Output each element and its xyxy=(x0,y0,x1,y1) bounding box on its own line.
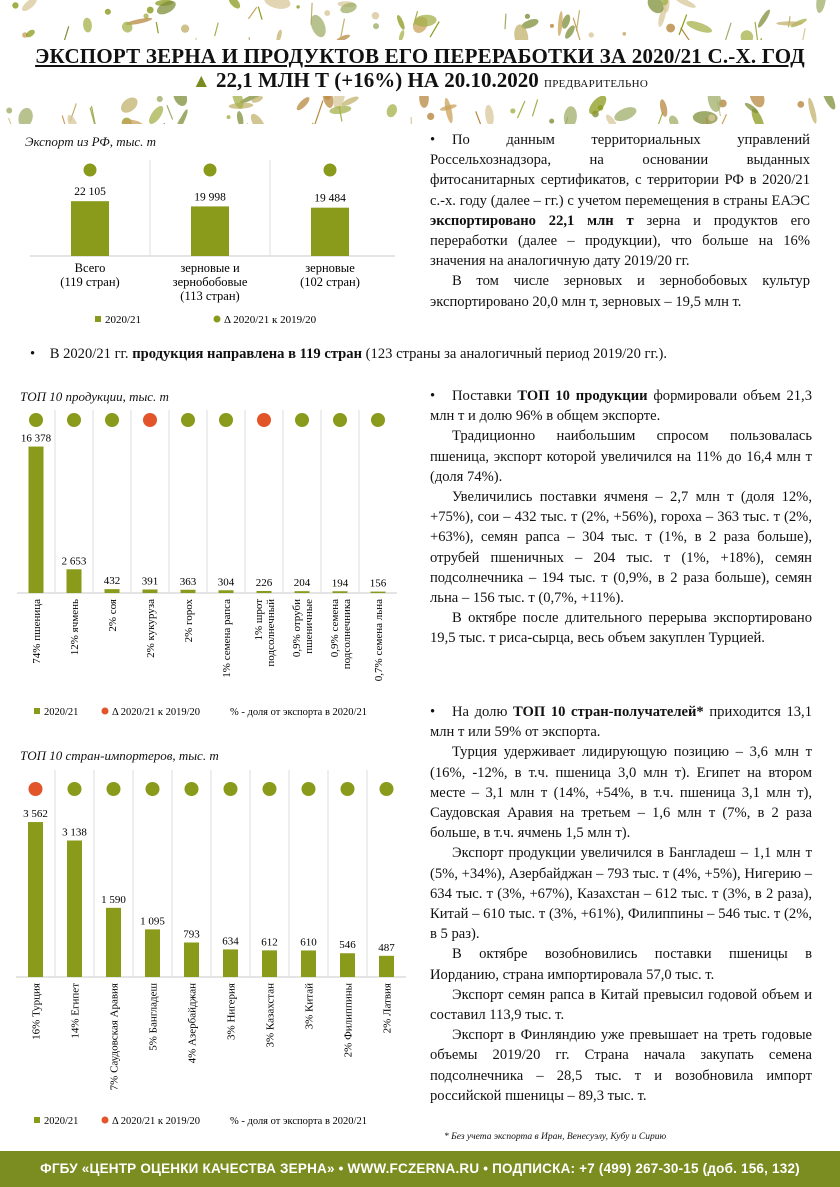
category-label: пшеничные xyxy=(303,599,315,654)
category-label: 2% горох xyxy=(183,599,195,643)
stem-decoration xyxy=(341,19,345,39)
stem-decoration xyxy=(215,23,219,36)
legend-note: % - доля от экспорта в 2020/21 xyxy=(230,707,367,718)
seed-decoration xyxy=(525,14,530,19)
text-block-3: • На долю ТОП 10 стран-получателей* приходится 13,1 млн т или 59% от экспорта. Турция удерживает лидирующую позицию – 3,6 млн т (16%, -12%, в т.ч. пшеница 3,0 млн т). Египет на втором месте – 3,1 млн т (14%, +54%, в т.ч. пшеница 3,1 млн т), Саудовская Аравия на третьем – 1,6 млн т (7%, в 2 раза больше, в т.ч. ячмень 1,5 млн т). Экспорт продукции увеличился в Бангладеш – 1,1 млн т (5%, +34%), Азербайджан – 793 тыс. т (4%, +5%), Нигерию – 634 тыс. т (3%, +67%), Казахстан – 612 тыс. т (3%, в 2 раза), Китай – 610 тыс. т (3%, +61%), Филиппины – 546 тыс. т (2%, в 5 раз). В октябре возобновились поставки пшеницы в Иорданию, страна импортировала 57,0 тыс. т. Экспорт семян рапса в Китай превысил годовой объем и составил 113,9 тыс. т. Экспорт в Финляндию уже превышает на треть годовые объемы 2019/20 гг. Страна начала закупать семена подсолнечника – 28,5 тыс. т и возобновила импорт российской пшеницы – 89,3 тыс. т. xyxy=(430,704,813,1104)
seed-decoration xyxy=(227,115,231,119)
legend-note: % - доля от экспорта в 2020/21 xyxy=(230,1116,367,1127)
seed-decoration xyxy=(589,32,594,37)
headline-value: 22,1 МЛН Т (+16%) НА 20.10.2020 xyxy=(215,68,539,92)
seed-decoration xyxy=(797,101,804,108)
category-label: 2% кукуруза xyxy=(145,599,157,658)
legend-bar-label: 2020/21 xyxy=(105,314,142,326)
stem-decoration xyxy=(517,101,524,118)
delta-dot xyxy=(181,413,195,427)
leaf-decoration xyxy=(398,30,406,40)
stem-decoration xyxy=(476,111,484,124)
bar-value-label: 156 xyxy=(369,577,387,590)
bar xyxy=(295,591,310,593)
category-label: 74% пшеница xyxy=(31,599,43,664)
bar xyxy=(29,447,44,593)
delta-dot xyxy=(295,413,309,427)
countries-line: • В 2020/21 гг. продукция направлена в 119 стран (123 страны за аналогичный период 2019/20 гг.). xyxy=(30,346,668,362)
delta-dot xyxy=(302,782,316,796)
seed-decoration xyxy=(296,5,299,8)
page-title: ЭКСПОРТ ЗЕРНА И ПРОДУКТОВ ЕГО ПЕРЕРАБОТКИ ЗА 2020/21 С.-Х. ГОД xyxy=(35,44,805,68)
seed-decoration xyxy=(147,7,154,14)
top-decorative-band xyxy=(0,0,840,40)
bar xyxy=(262,950,277,977)
stem-decoration xyxy=(315,100,323,123)
category-label: 1% семена рапса xyxy=(221,599,233,678)
bullet-icon: • xyxy=(30,346,36,362)
category-label: зерновые и xyxy=(180,261,240,275)
seed-decoration xyxy=(622,32,626,36)
leaf-decoration xyxy=(16,106,34,124)
bar xyxy=(257,591,272,593)
leaf-decoration xyxy=(321,96,335,109)
text-block-1: • По данным территориальных управлений Россельхознадзора, на основании выданных фитосанитарных сертификатов, с территории РФ в 2020/21 с.-х. году (далее – гг.) с учетом перемещения в страны ЕАЭС экспортировано 22,1 млн т зерна и продуктов его переработки (далее – продукции), что больше на 16% значения на аналогичную дату 2019/20 гг. В том числе зерновых и зернобобовых культур экспортировано 20,0 млн т, зерновых – 19,5 млн т. xyxy=(430,132,810,310)
delta-dot xyxy=(84,164,97,177)
leaf-decoration xyxy=(563,106,578,124)
footnote: * Без учета экспорта в Иран, Венесуэлу, Кубу и Сирию xyxy=(444,1132,667,1142)
category-label: 0,9% семена xyxy=(329,599,341,658)
delta-dot xyxy=(68,782,82,796)
seed-decoration xyxy=(373,23,379,29)
chart2-title: ТОП 10 продукции, тыс. т xyxy=(20,389,169,404)
category-label: 3% Казахстан xyxy=(264,983,277,1048)
leaf-decoration xyxy=(263,0,292,11)
leaf-decoration xyxy=(20,0,39,13)
bar-value-label: 793 xyxy=(183,928,200,941)
bar xyxy=(145,929,160,977)
delta-dot xyxy=(263,782,277,796)
stem-decoration xyxy=(62,115,68,124)
stem-decoration xyxy=(258,7,262,20)
seed-decoration xyxy=(181,25,189,33)
category-label: 2% Филиппины xyxy=(342,983,355,1058)
legend-bar-label: 2020/21 xyxy=(44,707,79,718)
leaf-decoration xyxy=(819,96,838,111)
bar-value-label: 226 xyxy=(255,576,273,589)
leaf-decoration xyxy=(82,17,92,33)
stem-decoration xyxy=(755,22,758,40)
stem-decoration xyxy=(248,7,256,19)
stem-decoration xyxy=(532,99,537,116)
category-label: (113 стран) xyxy=(180,289,240,303)
bar-value-label: 304 xyxy=(217,576,235,589)
bar-value-label: 204 xyxy=(293,577,311,590)
legend-dot-swatch xyxy=(102,1117,109,1124)
stem-decoration xyxy=(9,118,15,124)
bar-value-label: 1 095 xyxy=(140,915,165,928)
delta-dot xyxy=(324,164,337,177)
bullet-icon: • xyxy=(430,704,436,720)
bar xyxy=(181,590,196,593)
category-label: 2% соя xyxy=(107,599,119,632)
mid-decorative-band xyxy=(0,96,840,124)
delta-dot xyxy=(29,782,43,796)
leaf-decoration xyxy=(659,99,669,118)
seed-decoration xyxy=(549,119,554,124)
leaf-decoration xyxy=(612,104,638,124)
bar xyxy=(143,590,158,593)
bar-value-label: 610 xyxy=(300,936,317,949)
bar xyxy=(371,592,386,593)
leaf-decoration xyxy=(776,21,803,25)
bar-value-label: 612 xyxy=(261,936,278,949)
footer-bar: ФГБУ «ЦЕНТР ОЦЕНКИ КАЧЕСТВА ЗЕРНА» • WWW.FCZERNA.RU • ПОДПИСКА: +7 (499) 267-30-15 (доб. 156, 132) xyxy=(0,1151,840,1187)
legend-dot-swatch xyxy=(102,708,109,715)
delta-dot xyxy=(333,413,347,427)
legend-dot-label: Δ 2020/21 к 2019/20 xyxy=(224,314,317,326)
bar-value-label: 194 xyxy=(331,577,349,590)
stem-decoration xyxy=(192,38,197,40)
leaf-decoration xyxy=(275,29,283,40)
category-label: 3% Китай xyxy=(303,983,316,1030)
chart-export-total xyxy=(20,150,420,330)
category-label: 0,7% семена льна xyxy=(373,599,385,682)
bar xyxy=(219,590,234,593)
stem-decoration xyxy=(759,38,761,40)
seed-decoration xyxy=(324,10,330,16)
bar-value-label: 546 xyxy=(339,939,356,952)
legend-bar-swatch xyxy=(34,1117,40,1123)
bar xyxy=(301,950,316,977)
seed-decoration xyxy=(372,12,379,19)
stem-decoration xyxy=(306,123,313,124)
bar xyxy=(191,206,229,256)
leaf-decoration xyxy=(248,112,269,124)
stem-decoration xyxy=(156,22,158,33)
delta-dot xyxy=(204,164,217,177)
leaf-decoration xyxy=(171,96,190,108)
bar-value-label: 363 xyxy=(179,575,197,588)
page-subtitle xyxy=(0,68,840,93)
delta-dot xyxy=(143,413,157,427)
bar-value-label: 19 998 xyxy=(194,191,226,204)
category-label: 12% ячмень xyxy=(69,599,81,656)
bar-value-label: 1 590 xyxy=(101,893,126,906)
leaf-decoration xyxy=(118,96,140,116)
stem-decoration xyxy=(167,105,173,119)
delta-dot xyxy=(67,413,81,427)
leaf-decoration xyxy=(807,97,819,124)
bar xyxy=(340,953,355,977)
chart-top10-importers xyxy=(12,765,412,1135)
legend-bar-swatch xyxy=(95,316,101,322)
delta-dot xyxy=(257,413,271,427)
legend-dot-swatch xyxy=(214,316,221,323)
category-label: 0,9% отруби xyxy=(291,599,303,658)
seed-decoration xyxy=(708,114,715,121)
bullet-icon: • xyxy=(430,132,436,148)
leaf-decoration xyxy=(336,33,351,40)
bar xyxy=(223,949,238,977)
leaf-decoration xyxy=(706,96,723,113)
bar-value-label: 16 378 xyxy=(20,432,52,445)
up-triangle-icon: ▲ xyxy=(191,71,211,92)
bar-value-label: 432 xyxy=(103,575,121,588)
category-label: 14% Египет xyxy=(69,983,82,1039)
seed-decoration xyxy=(157,96,163,102)
stem-decoration xyxy=(726,23,731,40)
delta-dot xyxy=(380,782,394,796)
bar-value-label: 634 xyxy=(222,935,239,948)
leaf-decoration xyxy=(385,103,399,119)
category-label: подсолнечный xyxy=(265,599,277,667)
delta-dot xyxy=(224,782,238,796)
legend-dot-label: Δ 2020/21 к 2019/20 xyxy=(112,1116,200,1127)
seed-decoration xyxy=(427,113,434,120)
seed-decoration xyxy=(6,108,12,114)
bar xyxy=(106,908,121,977)
chart3-title: ТОП 10 стран-импортеров, тыс. т xyxy=(20,748,219,763)
bar-value-label: 22 105 xyxy=(74,186,106,199)
seed-decoration xyxy=(143,13,148,18)
leaf-decoration xyxy=(395,14,406,31)
seed-decoration xyxy=(12,2,18,8)
category-label: зернобобовые xyxy=(172,275,248,289)
category-label: 16% Турция xyxy=(30,983,43,1040)
bar xyxy=(67,840,82,977)
category-label: 5% Бангладеш xyxy=(147,983,160,1051)
delta-dot xyxy=(371,413,385,427)
leaf-decoration xyxy=(236,111,245,124)
bar-value-label: 391 xyxy=(141,575,159,588)
leaf-decoration xyxy=(295,96,311,112)
bullet-icon: • xyxy=(430,388,436,404)
leaf-decoration xyxy=(419,96,429,108)
chart-top10-products xyxy=(12,405,412,725)
bar xyxy=(311,208,349,256)
leaf-decoration xyxy=(738,28,755,40)
bar xyxy=(28,822,43,977)
bar xyxy=(105,589,120,593)
seed-decoration xyxy=(510,108,515,113)
delta-dot xyxy=(29,413,43,427)
leaf-decoration xyxy=(815,0,828,14)
stem-decoration xyxy=(681,28,690,40)
bar xyxy=(71,201,109,256)
category-label: (119 стран) xyxy=(60,275,120,289)
bar-value-label: 2 653 xyxy=(61,555,87,568)
seed-decoration xyxy=(105,9,111,15)
preliminary-note: ПРЕДВАРИТЕЛЬНО xyxy=(543,78,649,90)
delta-dot xyxy=(105,413,119,427)
leaf-decoration xyxy=(685,19,713,35)
category-label: (102 стран) xyxy=(300,275,360,289)
legend-dot-label: Δ 2020/21 к 2019/20 xyxy=(112,707,200,718)
category-label: подсолнечника xyxy=(341,599,353,670)
stem-decoration xyxy=(505,14,506,30)
bar-value-label: 19 484 xyxy=(314,192,346,205)
leaf-decoration xyxy=(227,0,243,11)
seed-decoration xyxy=(666,24,675,33)
category-label: Всего xyxy=(74,261,106,275)
text-block-2: • Поставки ТОП 10 продукции формировали объем 21,3 млн т и долю 96% в общем экспорте. Традиционно наибольшим спросом пользовалась пшеница, экспорт которой увеличился на 11% до 16,4 млн т (доля 74%). Увеличились поставки ячменя – 2,7 млн т (доля 12%, +75%), сои – 432 тыс. т (2%, +56%), гороха – 363 тыс. т (2%, +63%), семян рапса – 304 тыс. т (1%, в 2 раза больше), отрубей пшеничных – 204 тыс. т (1%, +18%), семян подсолнечника – 194 тыс. т (0,9%, в 2 раза больше), семян льна – 156 тыс. т (0,7%, +11%). В октябре после длительного перерыва экспортировано 19,5 тыс. т риса-сырца, весь объем закуплен Турцией. xyxy=(430,388,813,647)
bar-value-label: 3 562 xyxy=(23,808,48,821)
seed-decoration xyxy=(550,24,554,28)
delta-dot xyxy=(146,782,160,796)
legend-bar-label: 2020/21 xyxy=(44,1116,79,1127)
category-label: зерновые xyxy=(305,261,355,275)
leaf-decoration xyxy=(146,104,165,124)
leaf-decoration xyxy=(667,114,680,124)
stem-decoration xyxy=(717,114,727,124)
bar xyxy=(333,591,348,593)
delta-dot xyxy=(107,782,121,796)
category-label: 4% Азербайджан xyxy=(186,983,199,1064)
stem-decoration xyxy=(656,112,663,124)
legend-bar-swatch xyxy=(34,708,40,714)
bar-value-label: 3 138 xyxy=(62,826,87,839)
bar xyxy=(184,943,199,977)
stem-decoration xyxy=(64,26,68,40)
category-label: 7% Саудовская Аравия xyxy=(108,983,121,1091)
category-label: 1% шрот xyxy=(253,599,265,641)
category-label: 3% Нигерия xyxy=(225,983,238,1040)
stem-decoration xyxy=(411,117,412,124)
stem-decoration xyxy=(801,28,805,40)
leaf-decoration xyxy=(484,104,495,124)
bar xyxy=(379,956,394,977)
leaf-decoration xyxy=(756,8,772,29)
delta-dot xyxy=(341,782,355,796)
chart1-title: Экспорт из РФ, тыс. т xyxy=(25,134,157,149)
bar xyxy=(67,569,82,593)
category-label: 2% Латвия xyxy=(381,983,394,1034)
delta-dot xyxy=(185,782,199,796)
delta-dot xyxy=(219,413,233,427)
leaf-decoration xyxy=(673,0,696,10)
bar-value-label: 487 xyxy=(378,941,395,954)
stem-decoration xyxy=(155,123,164,124)
